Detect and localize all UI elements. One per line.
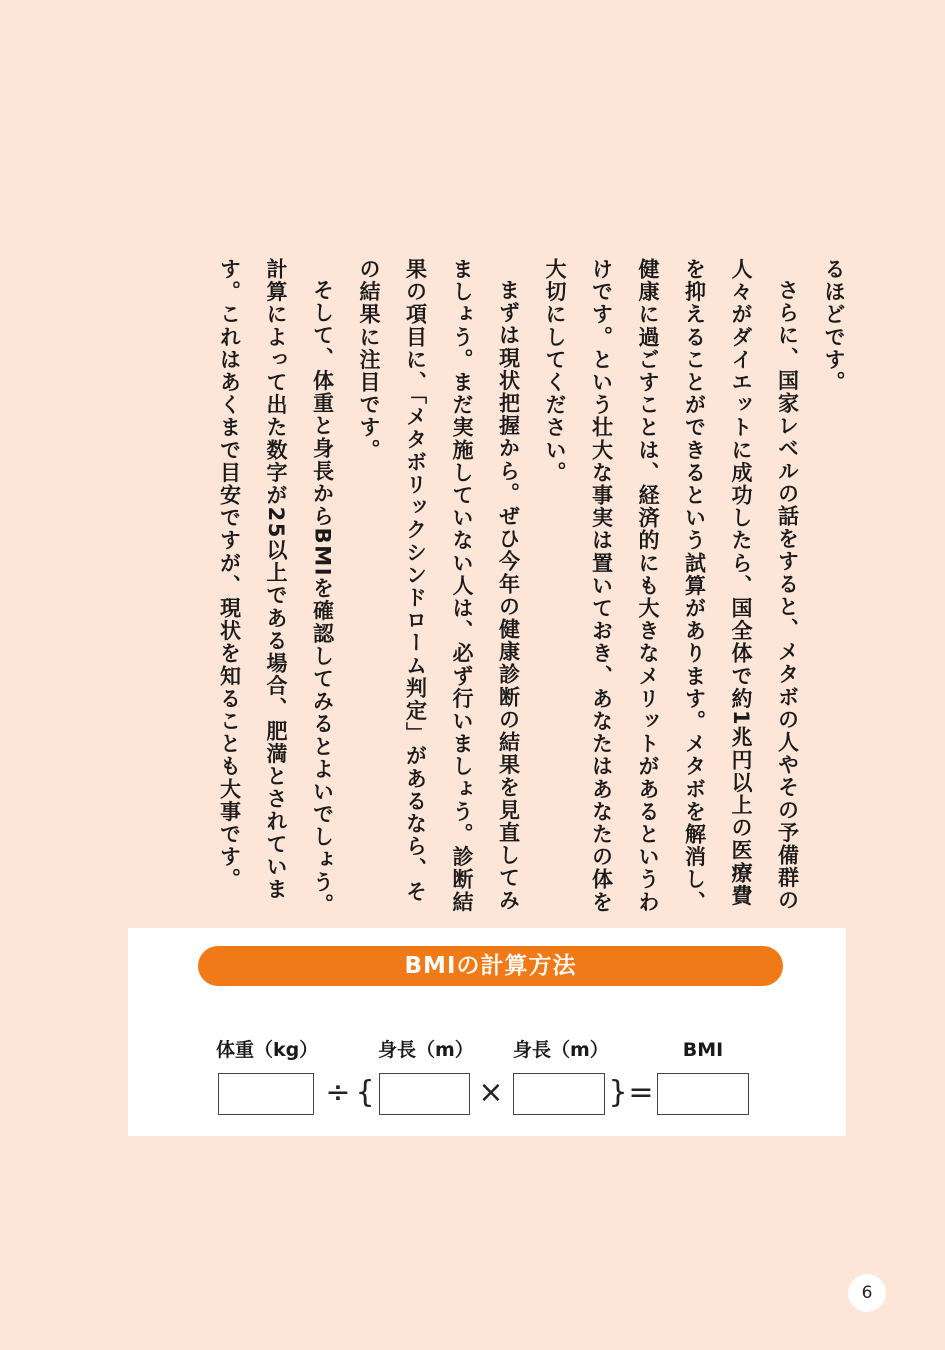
label-height-2: 身長（m） <box>513 1039 609 1061</box>
paragraph-4: そして、体重と身長からBMIを確認してみるとよいでしょう。計算によって出た数字が25以上である場合、肥満とされています。これはあくまで目安ですが、現状を知ることも大事です。 <box>217 258 335 917</box>
times-sign: × <box>478 1075 504 1110</box>
label-bmi: BMI <box>682 1039 724 1061</box>
bmi-title-banner: BMIの計算方法 <box>198 946 783 986</box>
paragraph-3: まずは現状把握から。ぜひ今年の健康診断の結果を見直してみましょう。まだ実施していない人は、必ず行いましょう。診断結果の項目に、「メタボリックシンドローム判定」があるなら、その結果に注目です。 <box>357 258 521 914</box>
page-number: 6 <box>848 1274 886 1312</box>
weight-box <box>218 1073 314 1115</box>
body-text <box>206 258 857 918</box>
divide-sign: ÷ <box>325 1075 351 1110</box>
height-box-1 <box>379 1073 470 1115</box>
bmi-calculation-panel <box>128 928 846 1136</box>
label-weight: 体重（kg） <box>216 1039 319 1061</box>
paragraph-1: るほどです。 <box>822 258 846 394</box>
label-height-1: 身長（m） <box>378 1039 474 1061</box>
equals-sign: = <box>628 1075 654 1110</box>
paragraph-2: さらに、国家レベルの話をすると、メタボの人やその予備群の人々がダイエットに成功したら、国全体で約1兆円以上の医療費を抑えることができるという試算があります。メタボを解消し、健康に過ごすことは、経済的にも大きなメリットがあるというわけです。という壮大な事実は置いておき、あなたはあなたの体を大切にしてください。 <box>543 258 800 914</box>
open-brace: { <box>355 1075 375 1110</box>
close-brace: } <box>608 1075 628 1110</box>
height-box-2 <box>513 1073 605 1115</box>
bmi-result-box <box>657 1073 749 1115</box>
